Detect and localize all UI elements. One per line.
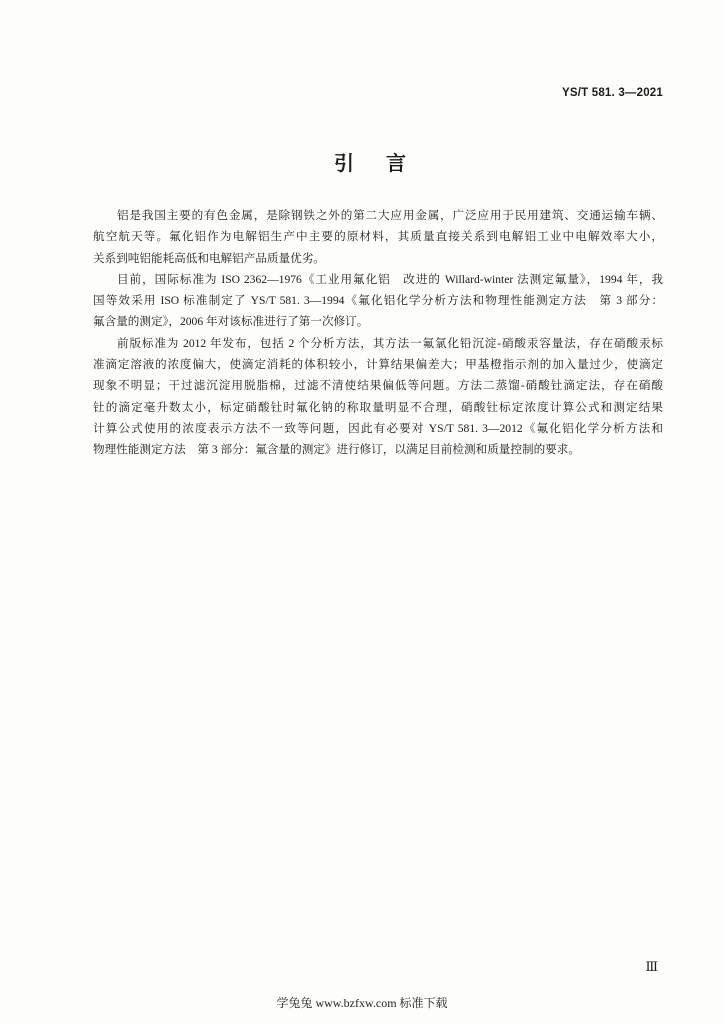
introduction-body: [93, 205, 663, 461]
paragraph-line: 钍的滴定毫升数太小，标定硝酸钍时氟化钠的称取量明显不合理，硝酸钍标定浓度计算公式和测定结果: [93, 400, 663, 414]
paragraph-3: [93, 333, 663, 461]
page-title: 引 言: [334, 151, 412, 175]
footer-watermark: 学兔兔 www.bzfxw.com 标准下载: [276, 996, 448, 1010]
page-number: Ⅲ: [645, 959, 658, 974]
paragraph-line: 准滴定溶液的浓度偏大，使滴定消耗的体积较小，计算结果偏差大；甲基橙指示剂的加入量过少，使滴定: [93, 358, 663, 372]
paragraph-1: [93, 205, 663, 269]
paragraph-line: 氟含量的测定》，2006 年对该标准进行了第一次修订。: [93, 315, 369, 329]
paragraph-line: 铝是我国主要的有色金属，是除钢铁之外的第二大应用金属，广泛应用于民用建筑、交通运输车辆、: [117, 209, 663, 222]
paragraph-2: [93, 269, 663, 333]
paragraph-line: 关系到吨铝能耗高低和电解铝产品质量优劣。: [93, 251, 325, 265]
paragraph-line: 前版标准为 2012 年发布，包括 2 个分析方法，其方法一氟氯化铅沉淀-硝酸汞容量法，存在硝酸汞标: [117, 336, 663, 350]
standard-code: YS/T 581. 3—2021: [561, 87, 663, 99]
paragraph-line: 计算公式使用的浓度表示方法不一致等问题，因此有必要对 YS/T 581. 3—2012《氟化铝化学分析方法和: [93, 421, 663, 435]
paragraph-line: 国等效采用 ISO 标准制定了 YS/T 581. 3—1994《氟化铝化学分析方法和物理性能测定方法 第 3 部分：: [93, 294, 663, 308]
paragraph-line: 物理性能测定方法 第 3 部分：氟含量的测定》进行修订，以满足目前检测和质量控制的要求。: [93, 443, 580, 457]
paragraph-line: 航空航天等。氟化铝作为电解铝生产中主要的原材料，其质量直接关系到电解铝工业中电解效率大小，: [93, 230, 663, 244]
paragraph-line: 目前，国际标准为 ISO 2362—1976《工业用氟化铝 改进的 Willard-winter 法测定氟量》，1994 年，我: [117, 272, 663, 286]
paragraph-line: 现象不明显；干过滤沉淀用脱脂棉，过滤不清使结果偏低等问题。方法二蒸馏-硝酸钍滴定法，存在硝酸: [93, 379, 663, 393]
